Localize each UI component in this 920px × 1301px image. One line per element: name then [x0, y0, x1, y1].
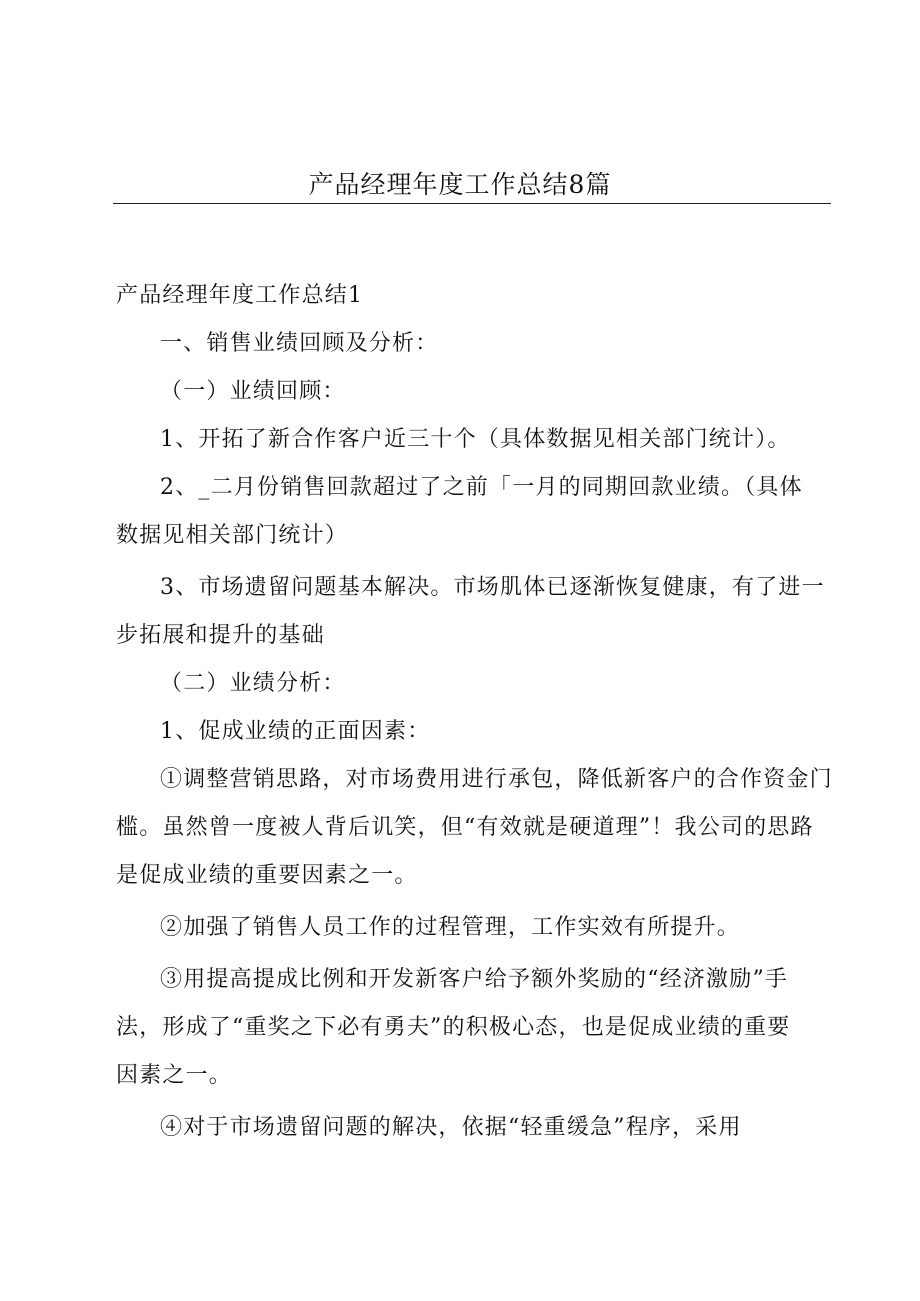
- paragraph-line: 是促成业绩的重要因素之一。: [116, 863, 418, 888]
- title-underline: [113, 203, 831, 204]
- paragraph-line: 1、开拓了新合作客户近三十个（具体数据见相关部门统计）。: [160, 427, 791, 452]
- paragraph-line: ②加强了销售人员工作的过程管理，工作实效有所提升。: [160, 915, 741, 940]
- paragraph-line: （二）业绩分析：: [160, 671, 346, 696]
- paragraph-line: （一）业绩回顾：: [160, 379, 346, 404]
- paragraph-line: ①调整营销思路，对市场费用进行承包，降低新客户的合作资金门: [160, 767, 833, 792]
- paragraph-line: 一、销售业绩回顾及分析：: [160, 331, 439, 356]
- paragraph-line: 法，形成了“重奖之下必有勇夫”的积极心态，也是促成业绩的重要: [116, 1015, 791, 1040]
- paragraph-line: 3、市场遗留问题基本解决。市场肌体已逐渐恢复健康，有了进一: [160, 575, 825, 600]
- section-heading: 产品经理年度工作总结1: [116, 283, 364, 308]
- paragraph-line: 步拓展和提升的基础: [116, 623, 325, 648]
- paragraph-line: ④对于市场遗留问题的解决，依据“轻重缓急”程序，采用: [160, 1115, 742, 1140]
- paragraph-line: 槛。虽然曾一度被人背后讥笑，但“有效就是硬道理”！我公司的思路: [116, 815, 814, 840]
- paragraph-line: ③用提高提成比例和开发新客户给予额外奖励的“经济激励”手: [160, 967, 789, 992]
- paragraph-line: 2、_二月份销售回款超过了之前「一月的同期回款业绩。（具体: [160, 475, 803, 500]
- paragraph-line: 因素之一。: [116, 1063, 233, 1088]
- document-title: 产品经理年度工作总结8篇: [308, 170, 612, 199]
- paragraph-line: 数据见相关部门统计）: [116, 523, 349, 548]
- paragraph-line: 1、促成业绩的正面因素：: [160, 719, 431, 744]
